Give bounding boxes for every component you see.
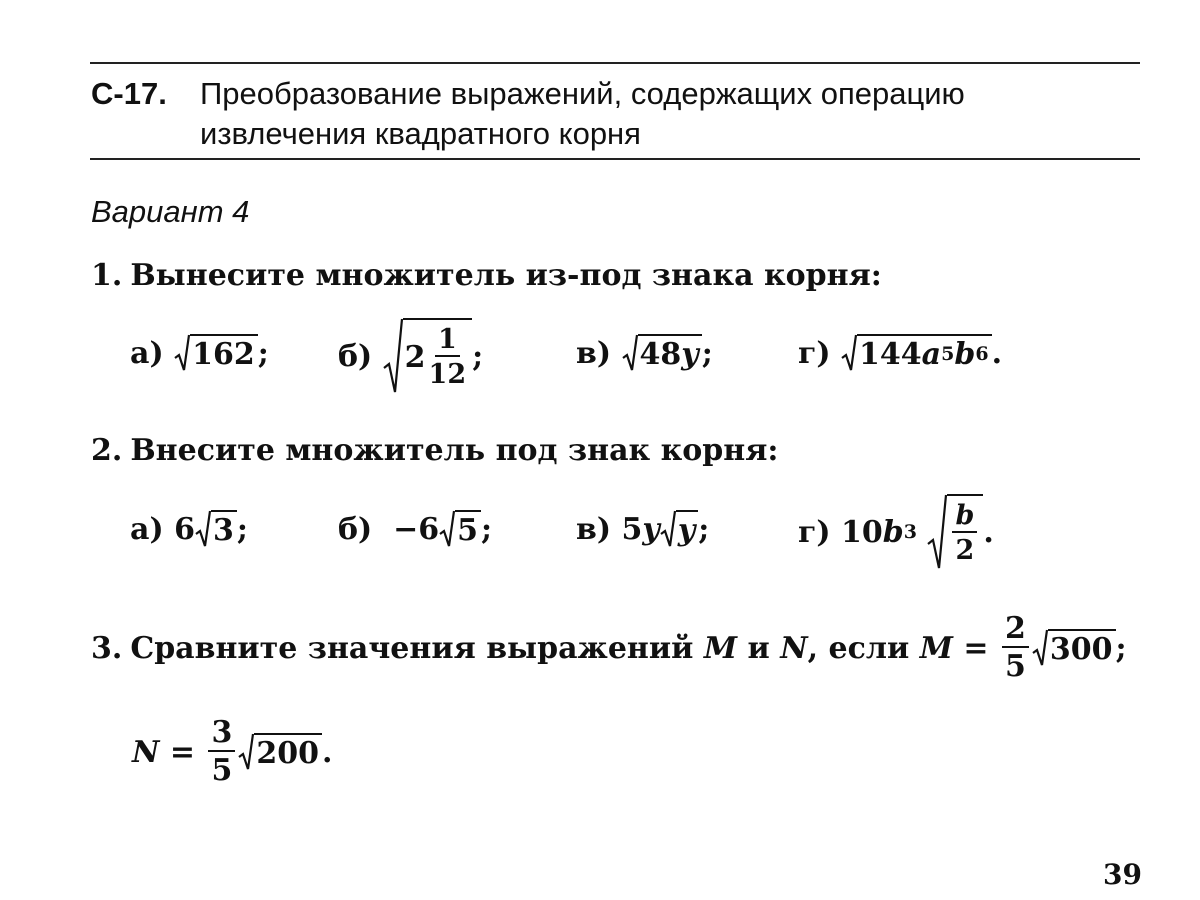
fraction-numerator: 2 — [1002, 614, 1029, 648]
sqrt-expression: 144 a 5 b 6 — [841, 334, 992, 372]
fraction — [952, 502, 977, 564]
coefficient: 6 — [174, 511, 195, 547]
fraction-numerator: b — [952, 502, 977, 533]
radical-sign-icon — [439, 510, 455, 548]
variable-m: M — [919, 630, 953, 666]
task-2-item-a — [130, 510, 248, 548]
variant-title: Вариант 4 — [91, 194, 250, 229]
sqrt-expression — [439, 510, 481, 548]
radical-sign-icon — [1032, 629, 1048, 667]
bottom-rule — [90, 158, 1140, 160]
task-2-item-v — [576, 510, 709, 548]
task-2-item-g: г) 10 b 3 $\frac{b}{2}$ . — [798, 494, 994, 570]
section-code: С-17. — [91, 76, 167, 111]
radical-sign-icon — [383, 318, 403, 394]
item-end: . — [983, 514, 994, 550]
item-end: ; — [257, 335, 269, 371]
item-end: ; — [472, 338, 484, 374]
radicand: 48 — [639, 336, 682, 372]
radical-sign-icon — [622, 334, 638, 372]
mixed-whole: 2 — [404, 339, 426, 375]
condition-word: , если — [807, 630, 910, 666]
radicand: y — [677, 512, 696, 548]
radicand: 144 — [859, 336, 922, 372]
item-label: г) — [798, 514, 831, 550]
page-number: 39 — [1103, 858, 1142, 891]
item-label: б) — [338, 338, 373, 374]
task-1-item-b — [338, 318, 483, 394]
sqrt-expression — [1032, 629, 1116, 667]
item-end: ; — [1115, 630, 1127, 666]
top-rule — [90, 62, 1140, 64]
coefficient: −6 — [393, 511, 440, 547]
coefficient: 5 — [621, 511, 643, 547]
task-1-statement — [91, 258, 882, 293]
variable-a: a — [921, 336, 942, 372]
task-1-item-g — [798, 334, 1002, 372]
radical-sign-icon — [238, 733, 254, 771]
variable-m: M — [703, 630, 738, 666]
radical-sign-icon — [174, 334, 190, 372]
sqrt-expression — [927, 494, 983, 570]
item-label: г) — [798, 335, 831, 371]
equals-sign: = — [963, 630, 989, 666]
task-3-text: Сравните значения выражений — [130, 630, 694, 666]
radical-sign-icon — [841, 334, 857, 372]
item-label: в) — [576, 335, 612, 371]
sqrt-expression — [622, 334, 702, 372]
task-2-number: 2. — [91, 433, 123, 468]
item-end: ; — [698, 511, 710, 547]
coefficient: 10 — [841, 514, 883, 550]
radicand: 162 — [192, 336, 255, 372]
equals-sign: = — [169, 734, 196, 770]
task-1-item-a — [130, 334, 269, 372]
task-1-text: Вынесите множитель из-под знака корня: — [130, 258, 882, 293]
sqrt-expression — [174, 334, 258, 372]
radical-sign-icon — [927, 494, 947, 570]
task-2-item-b — [338, 510, 492, 548]
conjunction: и — [747, 630, 770, 666]
task-2-text: Внесите множитель под знак корня: — [130, 433, 779, 468]
fraction-numerator: 3 — [208, 718, 235, 752]
variable-n: N — [780, 630, 808, 666]
task-3-statement — [91, 611, 1127, 684]
fraction-denominator: 12 — [428, 359, 467, 390]
task-1-item-v — [576, 334, 713, 372]
section-title-line-1: Преобразование выражений, содержащих операцию — [200, 76, 965, 111]
coefficient-variable: b — [882, 514, 904, 550]
task-3-n-definition — [132, 715, 333, 788]
section-title-line-2: извлечения квадратного корня — [200, 116, 641, 151]
sqrt-expression — [195, 510, 237, 548]
item-end: ; — [481, 511, 493, 547]
fraction-denominator: 2 — [955, 535, 975, 566]
variable-b: b — [954, 336, 976, 372]
item-end: ; — [236, 511, 248, 547]
fraction — [1002, 611, 1029, 684]
item-end: . — [321, 734, 333, 770]
item-label: а) — [130, 335, 164, 371]
fraction — [429, 326, 467, 388]
fraction — [208, 715, 235, 788]
sqrt-expression — [660, 510, 698, 548]
radicand: 5 — [457, 512, 478, 548]
task-2-statement — [91, 433, 778, 468]
item-end: ; — [701, 335, 713, 371]
item-label: б) — [338, 511, 373, 547]
radicand: 300 — [1049, 631, 1113, 667]
item-label: а) — [130, 511, 164, 547]
radical-sign-icon — [195, 510, 211, 548]
fraction-denominator: 5 — [211, 753, 233, 788]
item-label: в) — [576, 511, 612, 547]
coefficient-variable: y — [642, 511, 660, 547]
radical-sign-icon — [660, 510, 676, 548]
radicand: 200 — [256, 735, 319, 771]
sqrt-expression — [383, 318, 472, 394]
radicand: 3 — [212, 512, 234, 548]
radicand-variable: y — [681, 336, 699, 372]
fraction-denominator: 5 — [1005, 649, 1026, 684]
task-1-number: 1. — [91, 258, 123, 293]
task-3-number: 3. — [91, 630, 123, 666]
variable-n: N — [132, 734, 160, 770]
fraction-numerator: 1 — [435, 326, 460, 357]
sqrt-expression — [238, 733, 322, 771]
item-end: . — [991, 335, 1003, 371]
